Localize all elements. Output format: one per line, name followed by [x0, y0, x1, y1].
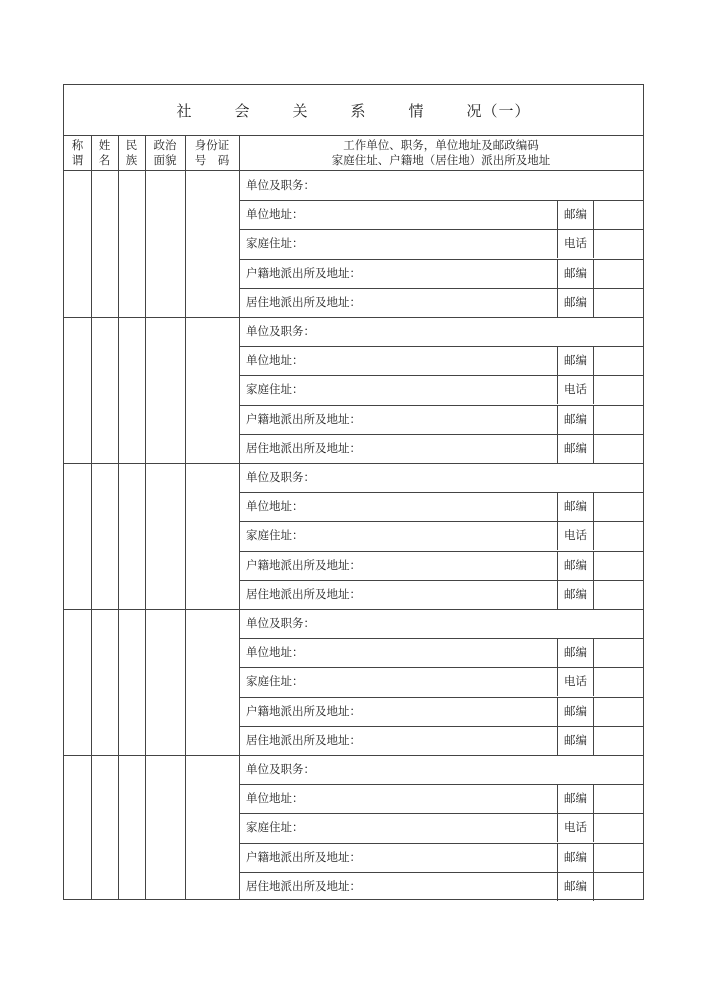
title-char: 关: [292, 101, 309, 120]
header-political: [145, 136, 185, 171]
phone-label: 电话: [557, 813, 594, 842]
header-details: [239, 136, 643, 171]
header-text: 家庭住址、户籍地（居住地）派出所及地址: [331, 153, 551, 167]
relation-row-home-address[interactable]: [239, 229, 643, 258]
postcode-label: 邮编: [557, 784, 594, 813]
title-char: 会: [234, 101, 251, 120]
column-divider: [91, 136, 92, 899]
form-title: [64, 85, 643, 136]
row-label: 居住地派出所及地址：: [246, 878, 361, 893]
postcode-label: 邮编: [557, 259, 594, 288]
row-label: 家庭住址：: [246, 674, 304, 689]
row-label: 家庭住址：: [246, 236, 304, 251]
header-text: 族: [125, 153, 138, 167]
relation-row-household-police[interactable]: [239, 551, 643, 580]
phone-label: 电话: [557, 375, 594, 404]
header-text: 工作单位、职务，单位地址及邮政编码: [343, 138, 539, 152]
phone-label: 电话: [557, 229, 594, 258]
header-ethnicity: [118, 136, 145, 171]
row-label: 单位地址：: [246, 499, 304, 514]
column-divider: [145, 136, 146, 899]
relation-row-home-address[interactable]: [239, 813, 643, 842]
social-relations-form: [63, 84, 644, 900]
row-label: 户籍地派出所及地址：: [246, 411, 361, 426]
relation-row-unit-address[interactable]: [239, 784, 643, 813]
header-text: 名: [98, 153, 111, 167]
relation-row-residence-police[interactable]: [239, 872, 643, 901]
phone-label: 电话: [557, 521, 594, 550]
relation-row-unit-position[interactable]: [239, 463, 643, 492]
header-text: 称: [71, 138, 84, 152]
postcode-label: 邮编: [557, 405, 594, 434]
header-text: 谓: [71, 153, 84, 167]
postcode-label: 邮编: [557, 551, 594, 580]
column-divider: [118, 136, 119, 899]
header-text: 政治: [153, 138, 177, 152]
row-label: 户籍地派出所及地址：: [246, 557, 361, 572]
relation-row-unit-position[interactable]: [239, 317, 643, 346]
title-char: 社: [176, 101, 193, 120]
row-label: 户籍地派出所及地址：: [246, 849, 361, 864]
relation-row-household-police[interactable]: [239, 259, 643, 288]
row-label: 单位地址：: [246, 645, 304, 660]
row-label: 居住地派出所及地址：: [246, 440, 361, 455]
row-label: 户籍地派出所及地址：: [246, 703, 361, 718]
relation-row-unit-address[interactable]: [239, 346, 643, 375]
postcode-label: 邮编: [557, 434, 594, 463]
relation-row-unit-position[interactable]: [239, 609, 643, 638]
postcode-label: 邮编: [557, 697, 594, 726]
row-label: 单位地址：: [246, 353, 304, 368]
header-text: 姓: [98, 138, 111, 152]
relation-row-residence-police[interactable]: [239, 726, 643, 755]
phone-label: 电话: [557, 667, 594, 696]
row-label: 居住地派出所及地址：: [246, 732, 361, 747]
header-text: 号 码: [194, 153, 230, 167]
relation-row-home-address[interactable]: [239, 667, 643, 696]
postcode-label: 邮编: [557, 843, 594, 872]
row-label: 户籍地派出所及地址：: [246, 265, 361, 280]
header-text: 民: [125, 138, 138, 152]
title-char: 情: [408, 101, 425, 120]
relation-row-household-police[interactable]: [239, 405, 643, 434]
row-label: 单位地址：: [246, 207, 304, 222]
postcode-label: 邮编: [557, 872, 594, 901]
relation-row-household-police[interactable]: [239, 843, 643, 872]
relation-row-unit-address[interactable]: [239, 638, 643, 667]
title-char: 系: [350, 101, 367, 120]
header-appellation: [64, 136, 91, 171]
row-label: 单位及职务：: [246, 762, 315, 776]
row-label: 家庭住址：: [246, 528, 304, 543]
relation-row-unit-position[interactable]: [239, 171, 643, 200]
header-name: [91, 136, 118, 171]
postcode-label: 邮编: [557, 726, 594, 755]
row-label: 居住地派出所及地址：: [246, 586, 361, 601]
relation-row-household-police[interactable]: [239, 697, 643, 726]
row-label: 单位及职务：: [246, 178, 315, 192]
relation-row-residence-police[interactable]: [239, 580, 643, 609]
postcode-label: 邮编: [557, 200, 594, 229]
relation-row-home-address[interactable]: [239, 375, 643, 404]
postcode-label: 邮编: [557, 638, 594, 667]
postcode-label: 邮编: [557, 492, 594, 521]
header-text: 身份证: [194, 138, 230, 152]
row-label: 家庭住址：: [246, 820, 304, 835]
relation-row-residence-police[interactable]: [239, 288, 643, 317]
relation-row-residence-police[interactable]: [239, 434, 643, 463]
row-label: 居住地派出所及地址：: [246, 294, 361, 309]
row-label: 家庭住址：: [246, 382, 304, 397]
header-text: 面貌: [153, 153, 177, 167]
column-divider: [185, 136, 186, 899]
row-label: 单位及职务：: [246, 616, 315, 630]
postcode-label: 邮编: [557, 346, 594, 375]
row-label: 单位地址：: [246, 791, 304, 806]
row-label: 单位及职务：: [246, 470, 315, 484]
header-id-number: [185, 136, 239, 171]
title-char: 况（一）: [466, 101, 531, 120]
relation-row-unit-address[interactable]: [239, 200, 643, 229]
row-label: 单位及职务：: [246, 324, 315, 338]
relation-row-unit-position[interactable]: [239, 755, 643, 784]
relation-row-home-address[interactable]: [239, 521, 643, 550]
postcode-label: 邮编: [557, 580, 594, 609]
relation-row-unit-address[interactable]: [239, 492, 643, 521]
postcode-label: 邮编: [557, 288, 594, 317]
